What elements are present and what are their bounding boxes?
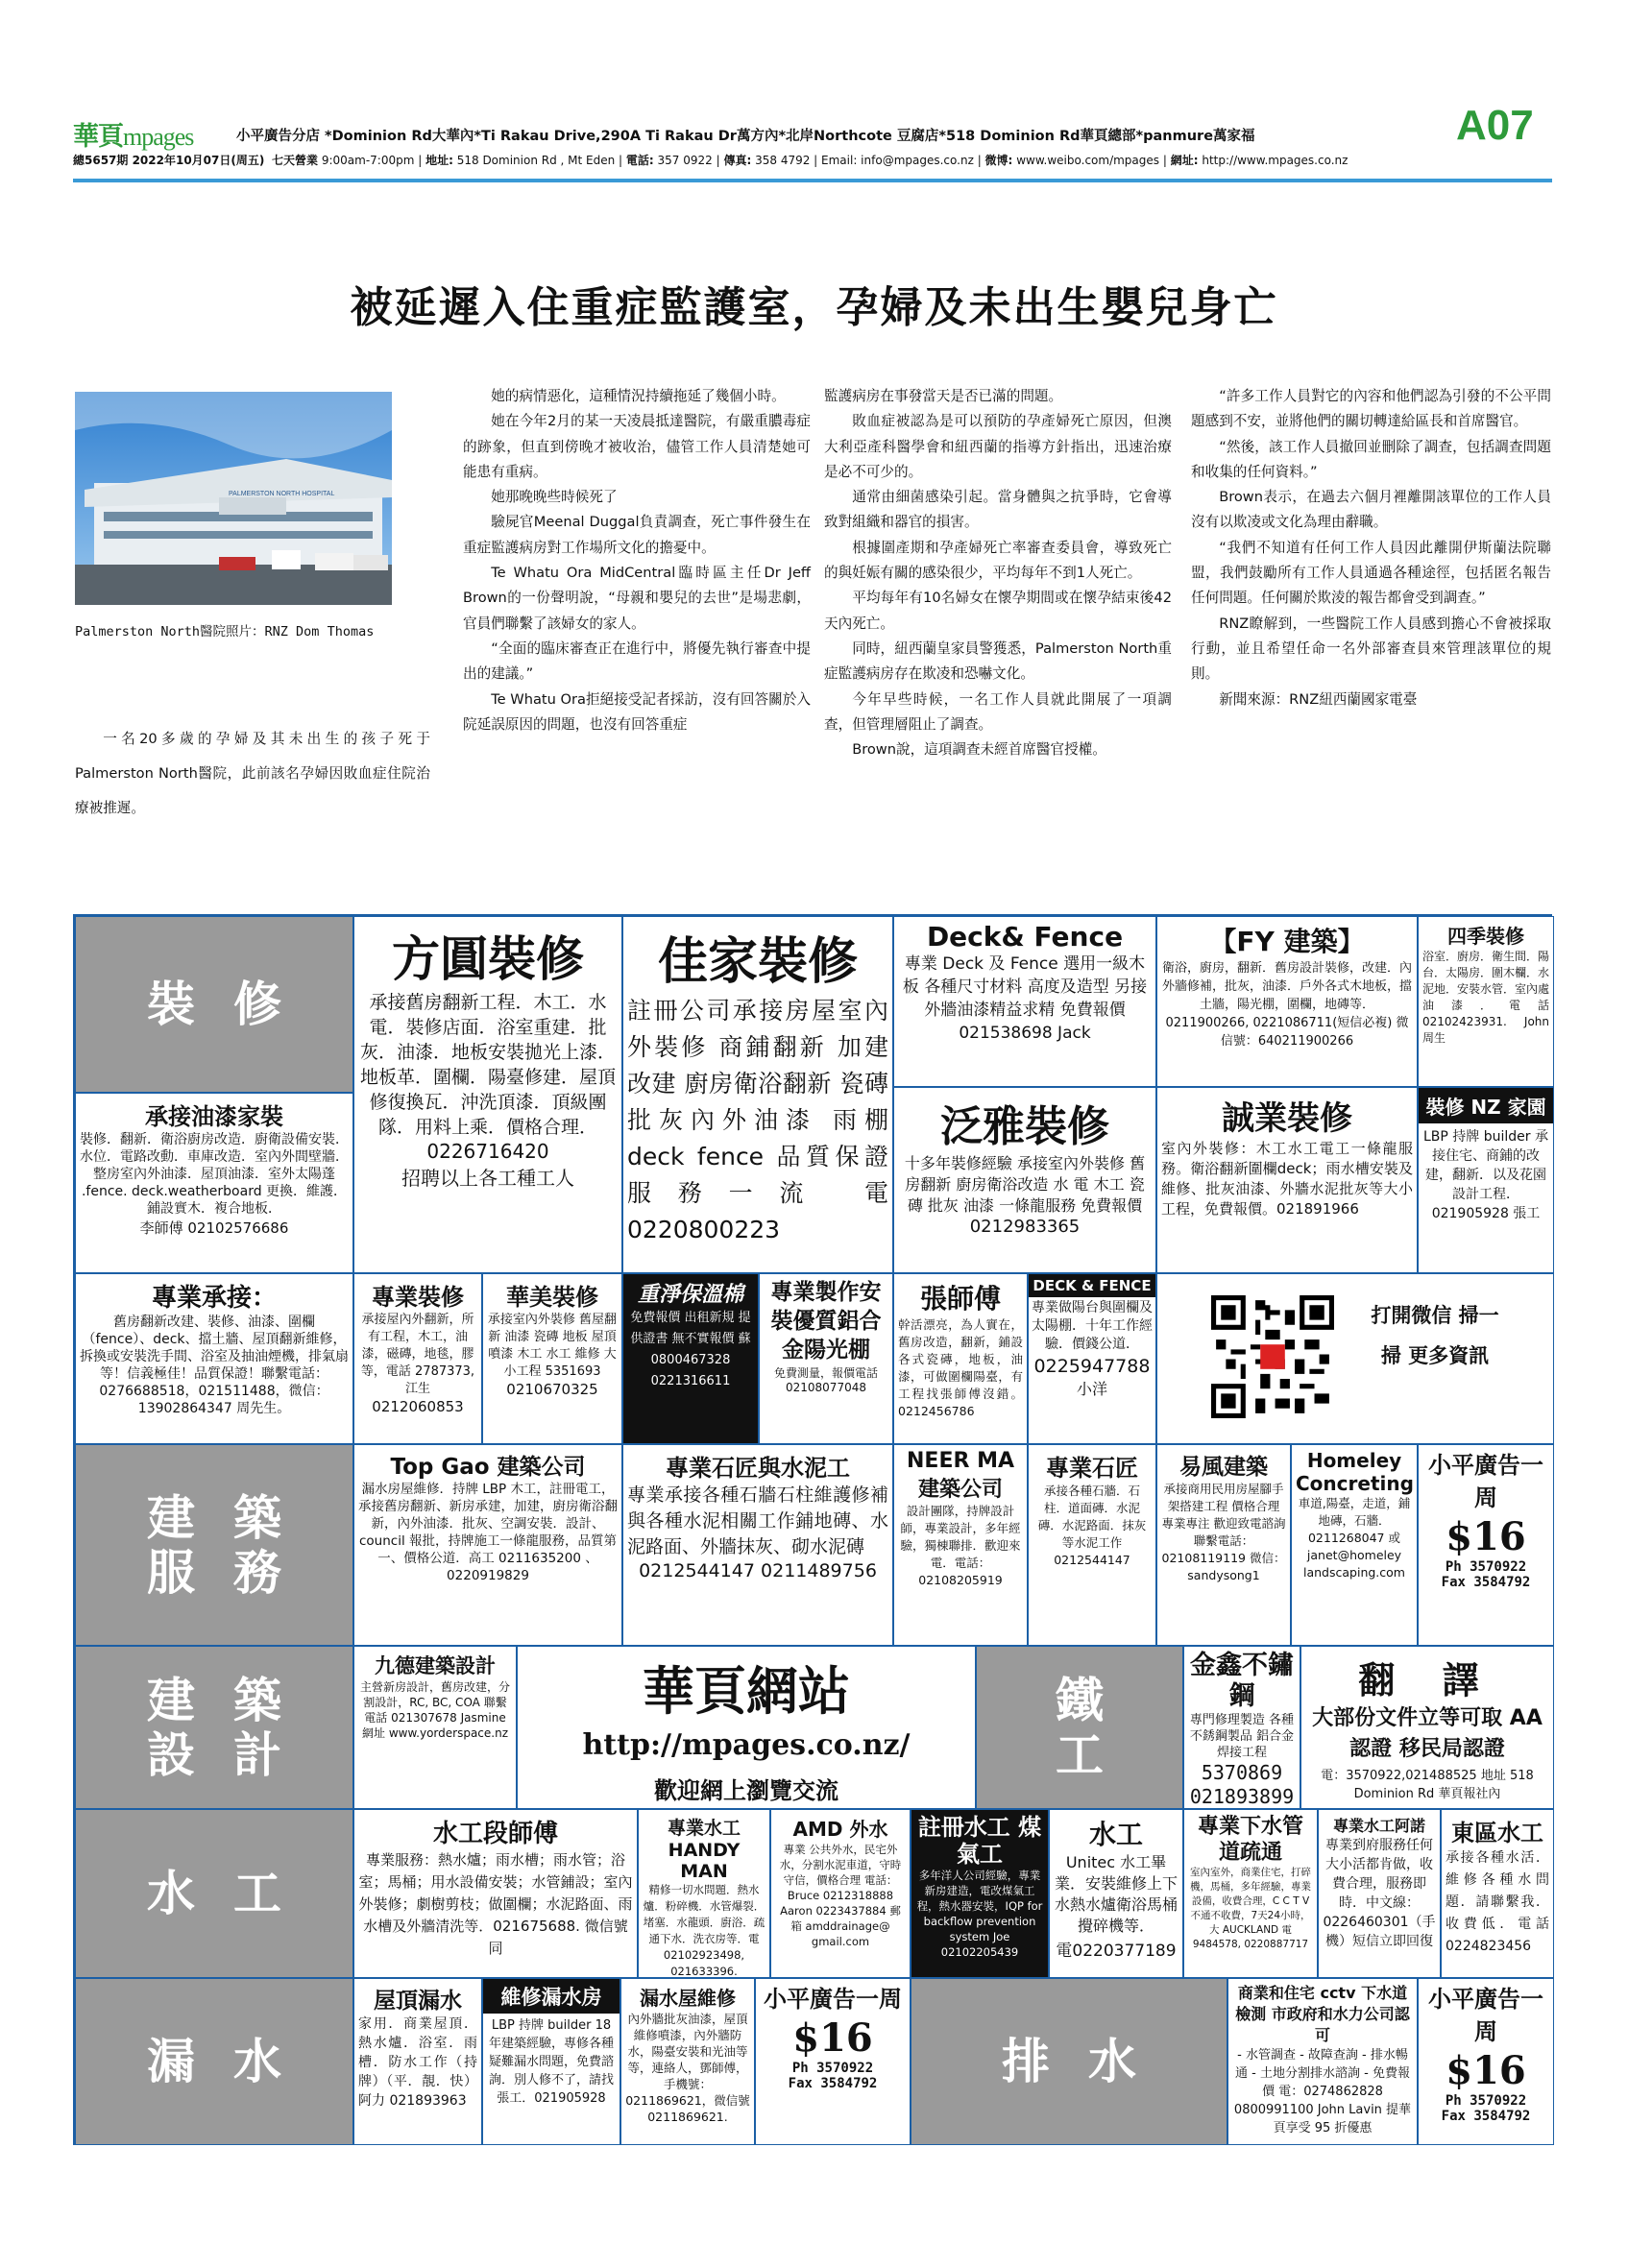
ad-top-gao: Top Gao 建築公司 漏水房屋維修．持牌 LBP 木工，註冊電工，承接舊房翻新、新房承建，加建，廚房衛浴翻新，內外油漆．批灰、空調安裝．設計、council 報批，持牌施工一條龍服務，品質第一、價格公道．高工 0211635200 、0220919829 [353, 1444, 622, 1646]
ad-stonemason-cement: 專業石匠與水泥工 專業承接各種石牆石柱維護修補與各種水泥相關工作鋪地磚、水泥路面、外牆抹灰、砌水泥磚 0212544147 0211489756 [622, 1444, 893, 1646]
ad-aluminium-sunroom: 專業製作安裝優質鋁合金陽光棚 免費測量，報價電話 02108077048 [759, 1273, 893, 1444]
category-renovation: 裝修 [75, 916, 353, 1093]
ad-chengye: 誠業裝修 室內外裝修：木工水工電工一條龍服務。衛浴翻新圍欄deck；雨水槽安裝及維修、批灰油漆、外牆水泥批灰等大小工程，免費報價。021891966 [1156, 1087, 1418, 1273]
ad-yifeng: 易風建築 承接商用民用房屋腳手架搭建工程 價格合理 專業專注 歡迎致電諮詢 聯繫電話：02108119119 微信：sandysong1 [1156, 1444, 1291, 1646]
article-column-4: “許多工作人員對它的內容和他們認為引發的不公平問題感到不安，並將他們的關切轉達給區長和首席醫官。 “然後，該工作人員撤回並刪除了調查，包括調查問題和收集的任何資料。” Brown表示，在過去六個月裡離開該單位的工作人員沒有以欺凌或文化為理由辭職。 “我們不知道有任何工作人員因此離開伊斯蘭法院聯盟，我們鼓勵所有工作人員通過各種途徑，包括匿名報告任何問題。任何關於欺淩的報告都會受到調查。” RNZ瞭解到，一些醫院工作人員感到擔心不會被採取行動，並且希望任命一名外部審查員來管理該單位的規則。 新聞來源：RNZ紐西蘭國家電臺 [1191, 388, 1551, 708]
category-plumbing: 水工 [75, 1809, 353, 1978]
ad-deck-fence-2: DECK & FENCE 專業做陽台與圍欄及太陽棚．十年工作經驗．價錢公道． 0225947788 小洋 [1028, 1273, 1156, 1444]
ad-jiajia: 佳家裝修 註冊公司承接房屋室內外裝修 商鋪翻新 加建 改建 廚房衛浴翻新 瓷磚 批灰內外油漆 雨棚 deck fence 品質保證 服務一流 電 0220800223 [622, 916, 893, 1273]
ad-xiaoping-1: 小平廣告一周 $16 Ph 3570922 Fax 3584792 [1418, 1444, 1554, 1646]
mpages-logo: 華頁mpages [73, 122, 194, 152]
hospital-photo [75, 392, 392, 605]
ad-master-zhang: 張師傅 幹活漂亮，為人實在，舊房改造，翻新，鋪設各式瓷磚，地板，油漆，可做圍欄陽臺，有工程找張師傅沒錯。0212456786 [893, 1273, 1028, 1444]
ad-master-duan: 水工段師傅 專業服務：熱水爐；雨水槽；雨水管；浴室；馬桶；用水設備安裝；水管鋪設；室內外裝修；劇樹剪枝；做圍欄；水泥路面、雨水槽及外牆清洗等．021675688. 微信號同 [353, 1809, 638, 1978]
ad-handyman: 專業水工 HANDY MAN 精修一切水問題．熱水爐．粉碎機．水管爆裂．堵塞．水龍頭．廚浴．疏通下水．洗衣房等．電 02102923498, 021633396. [638, 1809, 770, 1978]
masthead [73, 104, 1552, 182]
ad-fy-construction: 【FY 建築】 衛浴，廚房，翻新．舊房設計裝修，改建．內外牆修補，批灰，油漆．戶外各式木地板，擋土牆，陽光棚，圍欄，地磚等．0211900266, 0221086711(短信必複) 微信號：640211900266 [1156, 916, 1418, 1087]
ad-fangyuan: 方圓裝修 承接舊房翻新工程．木工．水電．裝修店面．浴室重建．批灰．油漆．地板安裝拋光上漆．地板革．圍欄．陽臺修建．屋頂修復換瓦．沖洗頂漆．頂級團隊．用料上乘．價格合理． 0226716420 招聘以上各工種工人 [353, 916, 622, 1273]
ad-leak-house-repair: 維修漏水房 LBP 持牌 builder 18 年建築經驗，專修各種疑難漏水問題，免費諮詢．別人修不了，請找張工．021905928 [482, 1978, 620, 2145]
ad-jiude-design: 九德建築設計 主營新房設計，舊房改建，分割設計，RC, BC, COA 聯繫電話 021307678 Jasmine 網址 www.yorderspace.nz [353, 1646, 517, 1809]
ad-cctv-drain: 商業和住宅 cctv 下水道檢測 市政府和水力公司認可 - 水管調查 - 故障查詢 - 排水暢通 - 土地分割排水諮詢 - 免費報價 電：0274862828 0800991100 John Lavin 提華頁享受 95 折優惠 [1227, 1978, 1418, 2145]
ad-east-plumber: 東區水工 承接各種水活．維修各種水問題．請聯繫我．收費低．電話 0224823456 [1441, 1809, 1554, 1978]
ad-translation: 翻 譯 大部份文件立等可取 AA 認證 移民局認證 電：3570922,021488525 地址 518 Dominion Rd 華頁報社內 [1300, 1646, 1554, 1809]
ad-paint-renovation: 承接油漆家裝 裝修．翻新．衛浴廚房改造．廚衛設備安裝．水位．電路改動．車庫改造．室內外間壁牆．整房室內外油漆．屋頂油漆．室外太陽蓬 .fence. deck.weatherboard 更換．維護．鋪設實木．複合地板． 李師傅 02102576686 [75, 1093, 353, 1273]
category-ironwork: 鐵工 [976, 1646, 1183, 1809]
photo-caption: Palmerston North醫院照片：RNZ Dom Thomas [75, 624, 375, 639]
ad-plumber-arno: 專業水工阿諾 專業到府服務任何大小活都肯做，收費合理，服務即時．中文線：0226460301（手機）短信立即回復 [1318, 1809, 1441, 1978]
article-column-3: 監護病房在事發當天是否已滿的問題。 敗血症被認為是可以預防的孕產婦死亡原因，但澳大利亞產科醫學會和紐西蘭的指導方針指出，迅速治療是必不可少的。 通常由細菌感染引起。當身體與之抗爭時，它會導致對組織和器官的損害。 根據圍產期和孕產婦死亡率審查委員會，導致死亡的與妊娠有關的感染很少，平均每年不到1人死亡。 平均每年有10名婦女在懷孕期間或在懷孕結束後42天內死亡。 同時，紐西蘭皇家員警獲悉，Palmerston North重症監護病房存在欺凌和恐嚇文化。 今年早些時候，一名工作人員就此開展了一項調查，但管理層阻止了調查。 Brown說，這項調查未經首席醫官授權。 [824, 388, 1172, 759]
category-architecture-design: 建築 設計 [75, 1646, 353, 1809]
ad-jinxin-steel: 金鑫不鏽鋼 專門修理製造 各種不銹鋼製品 鋁合金焊接工程 5370869 021893899 [1183, 1646, 1300, 1809]
category-construction-services: 建築 服務 [75, 1444, 353, 1646]
article-headline: 被延遲入住重症監護室，孕婦及未出生嬰兒身亡 [350, 283, 1278, 332]
ad-nz-home: 裝修 NZ 家園 LBP 持牌 builder 承接住宅、商鋪的改建，翻新．以及花園設計工程．021905928 張工 [1418, 1087, 1554, 1273]
classified-ads-grid [73, 914, 1552, 2145]
ad-plumber: 水工 Unitec 水工畢業．安裝維修上下水熱水爐衛浴馬桶攪碎機等． 電0220377189 [1049, 1809, 1183, 1978]
branch-list: 小平廣告分店 *Dominion Rd大華內*Ti Rakau Drive,290A Ti Rakau Dr萬方內*北岸Northcote 豆腐店*518 Dominion Rd華頁總部*panmure萬家福 [236, 129, 1255, 144]
ad-drain-unblock: 專業下水管道疏通 室內室外，商業住宅，打碎機，馬桶，多年經驗，專業設備，收費合理，C C T V 不通不收費，7天24小時，大 AUCKLAND 電 9484578, 0220887717 [1183, 1809, 1318, 1978]
ad-amd-drainage: AMD 外水 專業 公共外水，民宅外水，分割水泥車道，守時守信，價格合理 電話：Bruce 0212318888 Aaron 0223437884 郵箱 amddrainage@ gmail.com [770, 1809, 911, 1978]
ad-leaky-house: 漏水屋維修 內外牆批灰油漆，屋頂維修噴漆，內外牆防水，陽臺安裝和光油等等，連絡人，鄧師傅，手機號：0211869621，微信號 0211869621. [620, 1978, 755, 2145]
page-number: A07 [1456, 102, 1534, 149]
category-leak-repair: 漏水 [75, 1978, 353, 2145]
ad-deck-fence: Deck& Fence 專業 Deck 及 Fence 選用一級木板 各種尺寸材料 高度及造型 另接外牆油漆精益求精 免費報價 021538698 Jack [893, 916, 1156, 1087]
ad-stonemason: 專業石匠 承接各種石牆．石柱．道面磚．水泥磚．水泥路面．抹灰等水泥工作 0212544147 [1028, 1444, 1156, 1646]
ad-professional-contract: 專業承接： 舊房翻新改建、裝修、油漆、圍欄（fence）、deck、擋土牆、屋頂翻新維修，拆換或安裝洗手間、浴室及抽油煙機，排氣扇等！信義極佳！品質保證！聯繫電話：0276688518，021511488，微信：13902864347 周先生。 [75, 1273, 353, 1444]
contact-line: 總5657期 2022年10月07日(周五) 七天營業 9:00am-7:00pm | 地址: 518 Dominion Rd , Mt Eden | 電話: 357 0922 | 傳真: 358 4792 | Email: info@mpages.co.nz | 微博: www.weibo.com/mpages | 網址: http://www.mpages.co.nz [73, 154, 1349, 167]
ad-mpages-website: 華頁網站 http://mpages.co.nz/ 歡迎網上瀏覽交流 [517, 1646, 976, 1809]
ad-huamei: 華美裝修 承接室內外裝修 舊屋翻新 油漆 瓷磚 地板 屋頂 噴漆 木工 水工 維修 大小工程 5351693 0210670325 [482, 1273, 622, 1444]
ad-xiaoping-3: 小平廣告一周 $16 Ph 3570922 Fax 3584792 [1418, 1978, 1554, 2145]
header-rule [73, 179, 1552, 182]
ad-pro-renovation: 專業裝修 承接屋內外翻新，所有工程，木工，油漆，磁磚，地毯，膠等，電話 2787373, 江生 0212060853 [353, 1273, 482, 1444]
category-drainage: 排水 [911, 1978, 1227, 2145]
article-column-2: 她的病情惡化，這種情況持續拖延了幾個小時。 她在今年2月的某一天凌晨抵達醫院，有嚴重膿毒症的跡象，但直到傍晚才被收治，儘管工作人員清楚她可能患有重病。 她那晚晚些時候死了 驗屍官Meenal Duggal負責調查，死亡事件發生在重症監護病房對工作場所文化的擔憂中。 Te Whatu Ora MidCentral臨時區主任Dr Jeff Brown的一份聲明說，“母親和嬰兒的去世”是場悲劇，官員們聯繫了該婦女的家人。 “全面的臨床審查正在進行中，將優先執行審查中提出的建議。” Te Whatu Ora拒絕接受記者採訪，沒有回答關於入院延誤原因的問題，也沒有回答重症 [463, 388, 811, 733]
article-column-1: 一名20多歲的孕婦及其未出生的孩子死于Palmerston North醫院，此前該名孕婦因敗血症住院治療被推遲。 [75, 731, 430, 816]
ad-gasfitter: 註冊水工 煤氣工 多年洋人公司經驗，專業新房建造，電改煤氣工程，熱水器安裝，IQP for backflow prevention system Joe 02102205439 [911, 1809, 1049, 1978]
ad-homeley: Homeley Concreting 車道,陽臺，走道，鋪地磚，石牆．0211268047 或 janet@homeley landscaping.com [1291, 1444, 1418, 1646]
ad-insulation: 重淨保溫棉 免費報價 出租新規 提供證書 無不實報價 蘇 0800467328 0221316611 [622, 1273, 759, 1444]
ad-fanya: 泛雅裝修 十多年裝修經驗 承接室內外裝修 舊房翻新 廚房衛浴改造 水 電 木工 瓷磚 批灰 油漆 一條龍服務 免費報價 0212983365 [893, 1087, 1156, 1273]
ad-roof-leak: 屋頂漏水 家用．商業屋頂．熱水爐．浴室．雨槽．防水工作（持牌）（平．靚．快）阿力 021893963 [353, 1978, 482, 2145]
hospital-sign: PALMERSTON NORTH HOSPITAL [229, 491, 335, 497]
qr-code-icon[interactable] [1211, 1295, 1334, 1418]
ad-xiaoping-2: 小平廣告一周 $16 Ph 3570922 Fax 3584792 [755, 1978, 911, 2145]
ad-neer-ma: NEER MA 建築公司 設計團隊，持牌設計師，專業設計，多年經驗，獨棟聯排．歡迎來電．電話：02108205919 [893, 1444, 1028, 1646]
website-link[interactable]: http://mpages.co.nz/ [582, 1728, 911, 1762]
ad-wechat-qr: 打開微信 掃一掃 更多資訊 [1156, 1273, 1554, 1444]
ad-four-seasons: 四季裝修 浴室．廚房．衛生間．陽台．太陽房．圍木欄．水泥地．安裝水管．室內處油漆．電話 02102423931. John 周生 [1418, 916, 1554, 1087]
